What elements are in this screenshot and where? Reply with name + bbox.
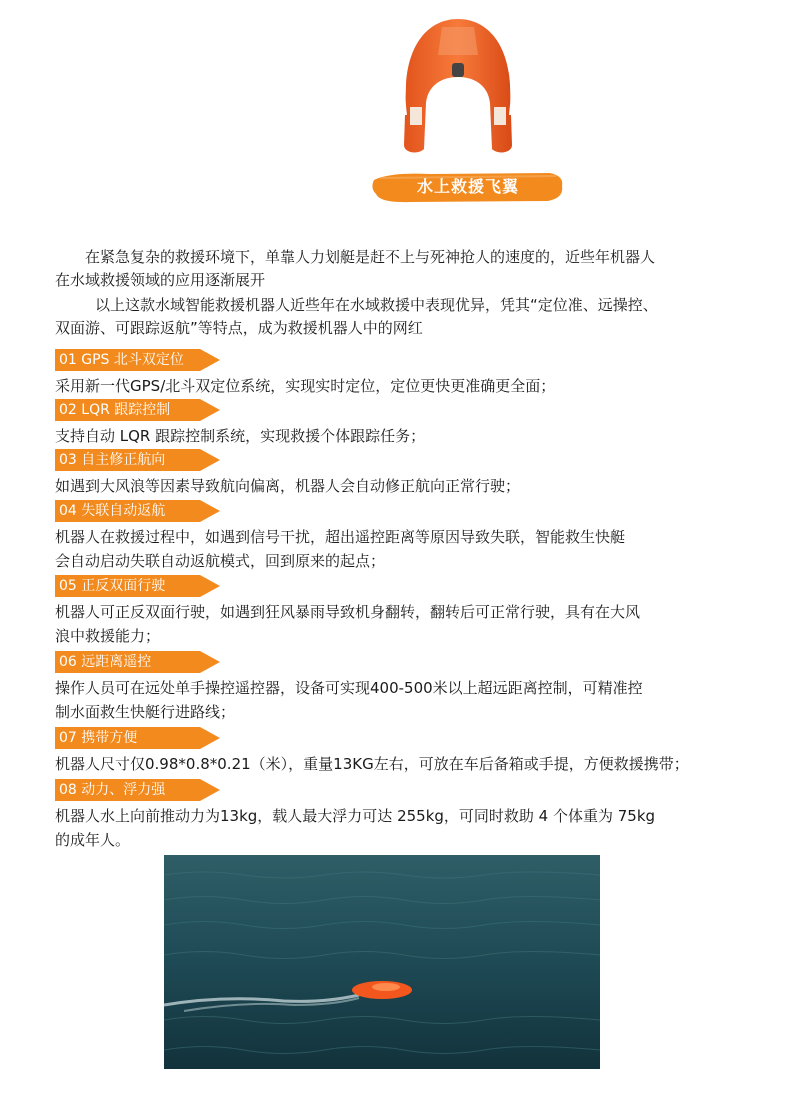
feature-tag-label: 05 正反双面行驶: [59, 578, 166, 594]
feature-tag-label: 02 LQR 跟踪控制: [59, 402, 171, 418]
feature-description-line: 采用新一代GPS/北斗双定位系统，实现实时定位，定位更快更准确更全面；: [55, 377, 556, 395]
feature-description-1: [55, 374, 555, 398]
feature-description-3: [55, 474, 520, 498]
feature-description-line: 支持自动 LQR 跟踪控制系统，实现救援个体跟踪任务；: [55, 427, 426, 445]
feature-tag-8: [55, 779, 220, 801]
feature-description-line: 的成年人。: [55, 831, 131, 849]
feature-description-line: 如遇到大风浪等因素导致航向偏离，机器人会自动修正航向正常行驶；: [55, 477, 521, 495]
feature-tag-5: [55, 575, 220, 597]
feature-tag-label: 06 远距离遥控: [59, 654, 152, 670]
intro-line: 在水域救援领域的应用逐渐展开: [55, 271, 266, 289]
feature-description-line: 机器人可正反双面行驶，如遇到狂风暴雨导致机身翻转，翻转后可正常行驶，具有在大风: [55, 603, 641, 621]
intro-paragraph-2: [55, 294, 755, 340]
feature-description-line: 制水面救生快艇行进路线；: [55, 703, 236, 721]
feature-tag-2: [55, 399, 220, 421]
feature-tag-6: [55, 651, 220, 673]
feature-description-8: [55, 804, 655, 852]
intro-line: 在紧急复杂的救援环境下，单靠人力划艇是赶不上与死神抢人的速度的，近些年机器人: [85, 248, 656, 266]
feature-tag-7: [55, 727, 220, 749]
feature-tag-label: 07 携带方便: [59, 730, 138, 746]
page-title: 水上救援飞翼: [416, 177, 519, 196]
feature-tag-label: 03 自主修正航向: [59, 452, 166, 468]
intro-paragraph-1: [55, 246, 755, 292]
product-image-lifebuoy-robot: [398, 15, 518, 157]
feature-description-line: 浪中救援能力；: [55, 627, 161, 645]
feature-description-5: [55, 600, 640, 648]
feature-description-6: [55, 676, 643, 724]
feature-description-line: 机器人水上向前推动力为13kg，载人最大浮力可达 255kg，可同时救助 4 个体重为 75kg: [55, 807, 656, 825]
feature-description-line: 机器人在救援过程中，如遇到信号干扰，超出遥控距离等原因导致失联，智能救生快艇: [55, 528, 626, 546]
intro-line: 双面游、可跟踪返航”等特点，成为救援机器人中的网红: [55, 319, 423, 337]
feature-description-line: 机器人尺寸仅0.98*0.8*0.21（米），重量13KG左右，可放在车后备箱或手提，方便救援携带；: [55, 755, 689, 773]
feature-description-4: [55, 525, 625, 573]
feature-description-2: [55, 424, 425, 448]
feature-tag-label: 04 失联自动返航: [59, 503, 166, 519]
feature-tag-1: [55, 349, 220, 371]
feature-description-line: 操作人员可在远处单手操控遥控器，设备可实现400-500米以上超远距离控制，可精准控: [55, 679, 643, 697]
rescue-boat-photo: [164, 855, 600, 1069]
feature-tag-label: 01 GPS 北斗双定位: [59, 352, 184, 368]
intro-line: 以上这款水域智能救援机器人近些年在水域救援中表现优异，凭其“定位准、远操控、: [95, 296, 658, 314]
feature-tag-label: 08 动力、浮力强: [59, 782, 166, 798]
feature-description-7: [55, 752, 689, 776]
feature-tag-3: [55, 449, 220, 471]
feature-description-line: 会自动启动失联自动返航模式，回到原来的起点；: [55, 552, 386, 570]
feature-tag-4: [55, 500, 220, 522]
title-banner: [370, 170, 566, 204]
